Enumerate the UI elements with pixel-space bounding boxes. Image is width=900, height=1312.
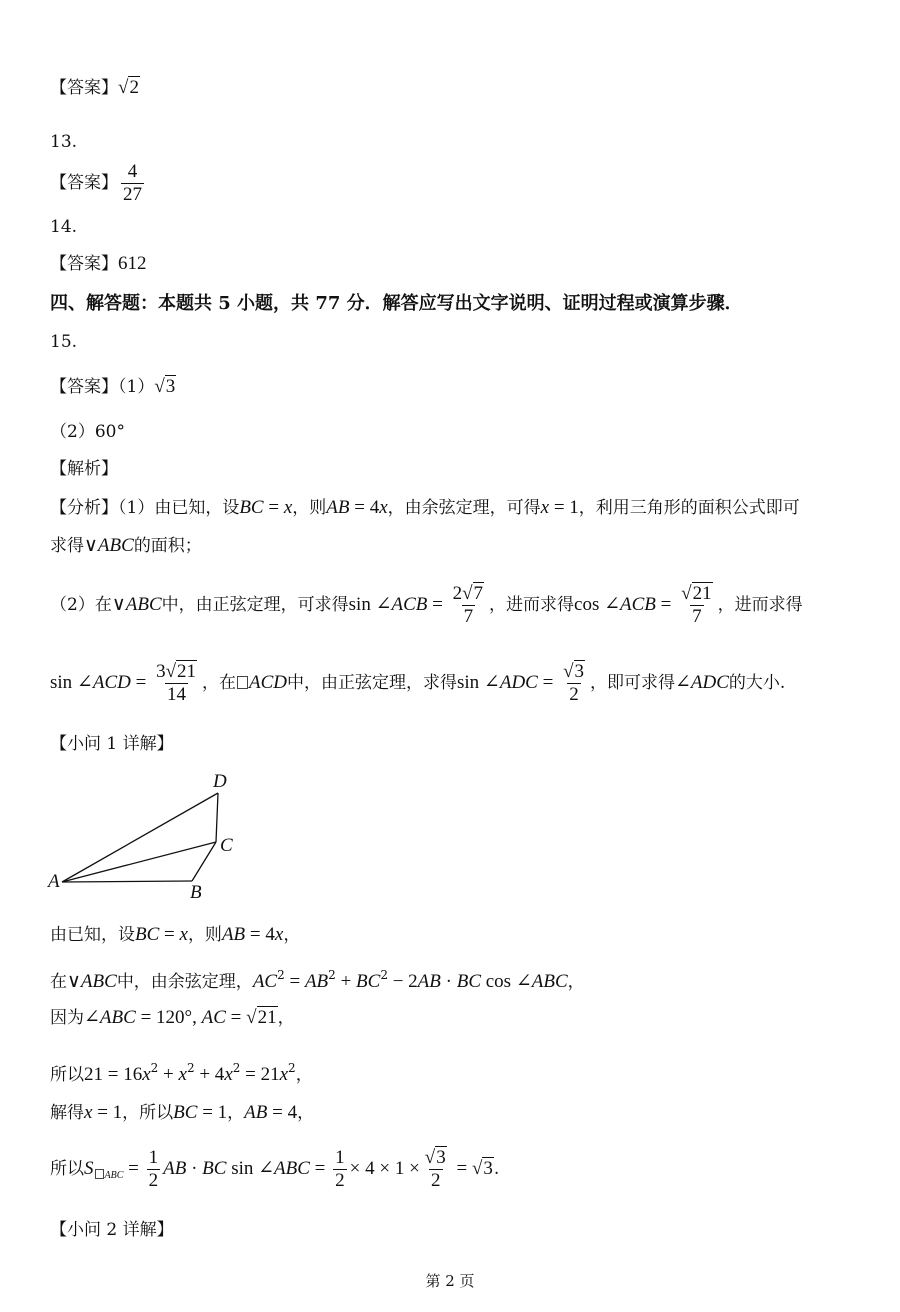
q15-number: 15. — [50, 332, 78, 352]
label-d: D — [213, 771, 227, 792]
section-heading: 四、解答题：本题共 5 小题，共 77 分．解答应写出文字说明、证明过程或演算步骤． — [50, 293, 743, 314]
page-footer: 第 2 页 — [425, 1272, 475, 1290]
q14-number: 14. — [50, 217, 78, 237]
solution-line-2: 在∨ABC中，由余弦定理，$AC^2 = AB^2 + BC^2 - 2AB$ · BC cos ∠ABC， — [50, 968, 585, 992]
q13-number: 13. — [50, 132, 78, 152]
answer-label: 【答案】 — [50, 254, 118, 274]
triangle-figure — [40, 765, 300, 905]
solution-line-3: 因为∠ABC = 120°, AC = √21， — [50, 1007, 295, 1028]
sub2-heading: 【小问 2 详解】 — [50, 1220, 174, 1240]
q13-answer-line — [50, 160, 147, 206]
segment-ad — [62, 793, 218, 882]
analysis-line-4: sin ∠ACD = $\frac{3√21}{14}$ ，在 ACD中，由正弦定理，求得sin ∠ADC = $\frac{√3}{2}$ ，即可求得∠ADC的大小. — [50, 661, 786, 705]
q13-answer-fraction: $\frac{4}{27}$ — [123, 161, 142, 205]
solution-line-5: 解得x = 1，所以BC = 1，AB = 4， — [50, 1102, 315, 1123]
q15-answer2: （2）60° — [50, 422, 125, 442]
q15-answer1: √3 — [154, 376, 176, 397]
answer-label: 【答案】 — [50, 173, 118, 193]
label-c: C — [220, 835, 233, 856]
sub1-heading: 【小问 1 详解】 — [50, 734, 174, 754]
segment-cd — [216, 793, 218, 842]
answer-label: 【答案】 — [50, 377, 118, 397]
segment-ac — [62, 842, 216, 882]
segment-ab — [62, 881, 192, 882]
q14-answer-line — [50, 252, 147, 276]
analysis-line-1: 【分析】（1）由已知，设BC = x，则AB = 4x，由余弦定理，可得x = 1，利用三角形的面积公式即可 — [50, 497, 800, 518]
solution-line-6: 所以S $_{ABC}$ = $\frac{1}{2}$ AB · BC sin ∠ABC = $\frac{1}{2}$ × 4 × 1 × $\frac{√3}{2}$ = √3. — [50, 1147, 500, 1191]
q12-answer-line — [50, 76, 140, 100]
label-a: A — [48, 871, 60, 892]
q14-answer: 612 — [118, 253, 147, 274]
q12-answer: √2 — [118, 77, 139, 98]
q15-answer-line: 【答案】（1）√3 — [50, 376, 176, 397]
analysis-line-2: 求得∨ABC的面积； — [50, 535, 202, 556]
analysis-heading: 【解析】 — [50, 459, 118, 479]
analysis-line-3: （2）在∨ABC中，由正弦定理，可求得sin ∠ACB = $\frac{2√7}{7}$ ，进而求得cos ∠ACB = $\frac{√21}{7}$ ，进而求得 — [50, 583, 803, 627]
solution-line-4: 所以$21 = 16x^2 + x^2 + 4x^2 = 21x^2$， — [50, 1061, 313, 1085]
label-b: B — [190, 882, 202, 903]
solution-line-1: 由已知，设BC = x，则AB = 4x， — [50, 924, 301, 945]
answer-label: 【答案】 — [50, 78, 118, 98]
